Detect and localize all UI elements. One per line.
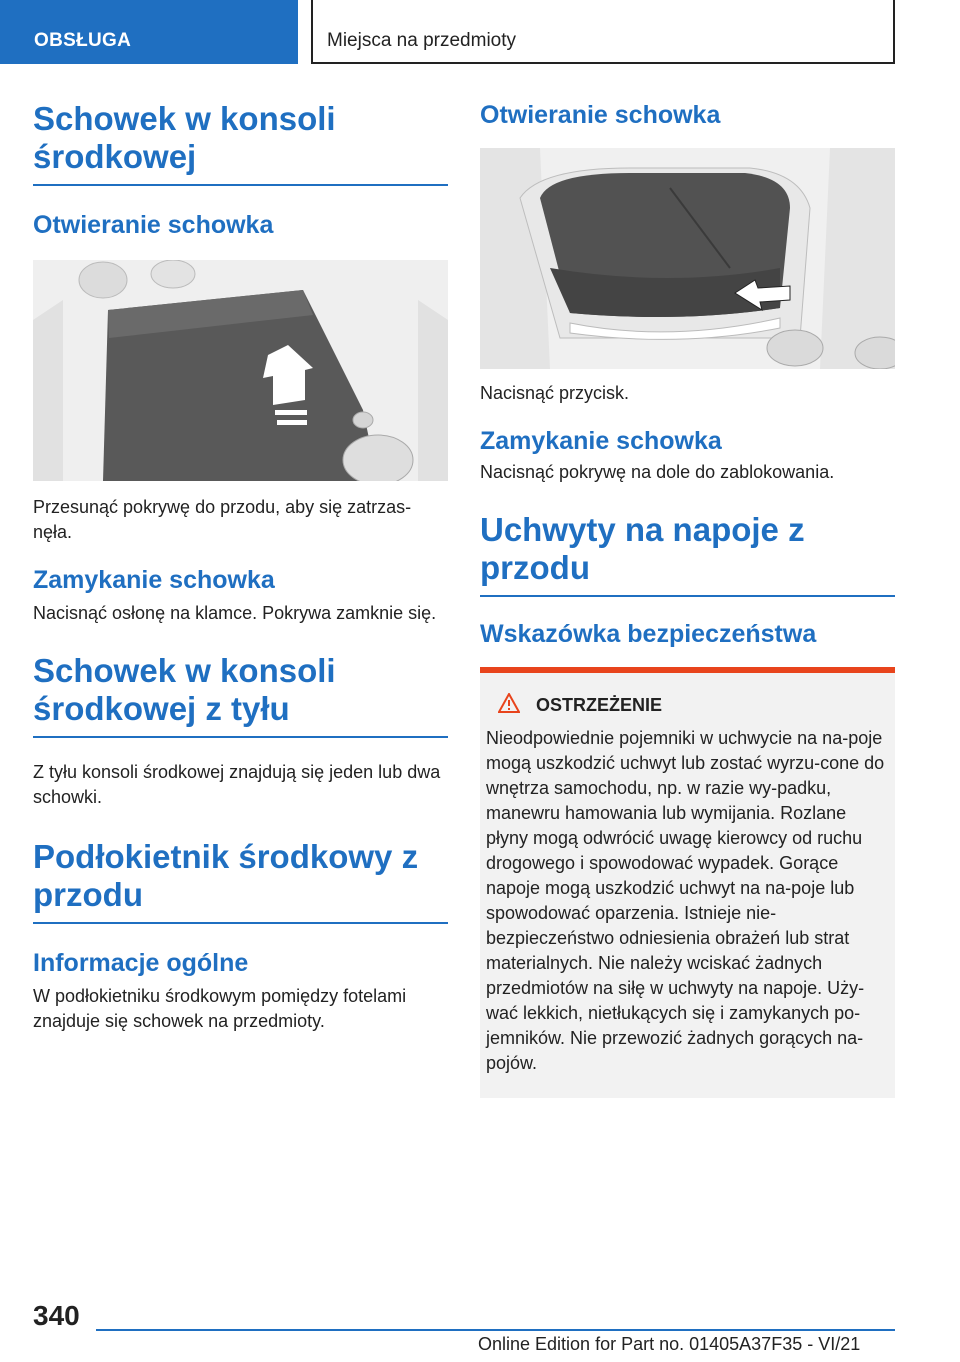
right-column	[480, 100, 895, 1098]
heading-open-armrest: Otwieranie schowka	[480, 101, 721, 129]
warning-triangle-icon	[498, 693, 536, 718]
close-instruction: Nacisnąć osłonę na klamce. Pokrywa zamknie się.	[33, 603, 437, 623]
heading-console-storage: Schowek w konsoli środkowej	[33, 100, 448, 186]
close-armrest-instruction: Nacisnąć pokrywę na dole do zablokowania.	[480, 462, 835, 482]
general-info-text: W podłokietniku środkowym pomiędzy fotelami znajduje się schowek na przedmioty.	[33, 986, 407, 1031]
warning-title: OSTRZEŻENIE	[536, 695, 663, 715]
chapter-tab: OBSŁUGA	[0, 0, 298, 64]
warning-header	[498, 693, 885, 718]
heading-general-info: Informacje ogólne	[33, 949, 249, 977]
heading-open-storage: Otwieranie schowka	[33, 211, 274, 239]
page-number: 340	[33, 1300, 80, 1331]
section-title: Miejsca na przedmioty	[311, 0, 895, 64]
heading-rear-console-storage: Schowek w konsoli środkowej z tyłu	[33, 652, 448, 738]
console-storage-illustration	[33, 260, 448, 481]
rear-storage-text: Z tyłu konsoli środkowej znajdują się jeden lub dwa schowki.	[33, 762, 441, 807]
armrest-illustration	[480, 148, 895, 369]
heading-safety-note: Wskazówka bezpieczeństwa	[480, 620, 817, 648]
heading-close-armrest: Zamykanie schowka	[480, 427, 722, 455]
heading-front-armrest: Podłokietnik środkowy z przodu	[33, 838, 448, 924]
open-instruction: Przesunąć pokrywę do przodu, aby się zatrzas-nęła.	[33, 497, 412, 542]
footer-divider	[96, 1329, 895, 1331]
warning-text: Nieodpowiednie pojemniki w uchwycie na na-poje mogą uszkodzić uchwyt lub zostać wyrzu-cone do wnętrza samochodu, np. w razie wy-padku, manewru hamowania lub wymijania. Rozlane płyny mogą odwrócić uwagę kierowcy od ruchu drogowego i spowodować wypadek. Gorące napoje mogą uszkodzić uchwyt na na-poje lub spowodować oparzenia. Istnieje nie-bezpieczeństwo odniesienia obrażeń lub strat materialnych. Nie należy wciskać żadnych przedmiotów na siłę w uchwyty na napoje. Uży-wać lekkich, nietłukących się i zamykanych po-jemników. Nie przewozić żadnych gorących na-pojów.	[486, 728, 885, 1073]
heading-close-storage: Zamykanie schowka	[33, 566, 275, 594]
edition-info: Online Edition for Part no. 01405A37F35 - VI/21	[478, 1334, 861, 1354]
left-column	[33, 100, 448, 1034]
heading-cupholders: Uchwyty na napoje z przodu	[480, 511, 895, 597]
warning-box	[480, 667, 895, 1098]
press-button-instruction: Nacisnąć przycisk.	[480, 383, 630, 403]
